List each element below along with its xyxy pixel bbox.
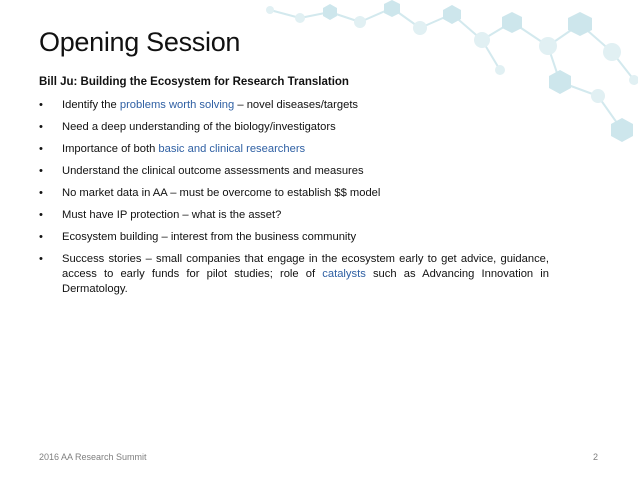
bullet-text-end: – novel diseases/targets (234, 99, 359, 111)
bullet-list (39, 98, 549, 304)
bullet-item (39, 230, 549, 245)
bullet-text: Importance of both (62, 143, 159, 155)
slide-title: Opening Session (39, 27, 241, 57)
bullet-text: Ecosystem building – interest from the business community (62, 231, 357, 243)
bullet-text-end: such as Advancing Innovation in Dermatology. (62, 268, 549, 295)
bullet-text: Understand the clinical outcome assessments and measures (62, 165, 364, 177)
bullet-dot: • (39, 187, 43, 199)
bullet-highlight: basic and clinical researchers (158, 143, 306, 155)
bullet-text: Success stories – small companies that engage in the ecosystem early to get advice, guidance, access to early funds for pilot studies; role of (62, 253, 549, 280)
bullet-dot: • (39, 209, 43, 221)
bullet-dot: • (39, 165, 43, 177)
slide-subtitle: Bill Ju: Building the Ecosystem for Research Translation (39, 76, 349, 88)
bullet-dot: • (39, 231, 43, 243)
bullet-text: Need a deep understanding of the biology/investigators (62, 121, 336, 133)
bullet-text: Must have IP protection – what is the asset? (62, 209, 282, 221)
bullet-highlight: problems worth solving (119, 99, 235, 111)
page-number: 2 (593, 452, 599, 462)
bullet-dot: • (39, 121, 43, 133)
bullet-item (39, 252, 549, 297)
bullet-dot: • (39, 253, 43, 265)
footer-event-name: 2016 AA Research Summit (39, 452, 147, 462)
bullet-dot: • (39, 99, 43, 111)
bullet-dot: • (39, 143, 43, 155)
bullet-item (39, 120, 549, 135)
bullet-text: Identify the (62, 99, 120, 111)
bullet-item (39, 208, 549, 223)
bullet-item (39, 142, 549, 157)
bullet-text: No market data in AA – must be overcome to establish $$ model (62, 187, 381, 199)
bullet-item (39, 98, 549, 113)
bullet-item (39, 164, 549, 179)
bullet-highlight: catalysts (322, 268, 366, 280)
bullet-item (39, 186, 549, 201)
